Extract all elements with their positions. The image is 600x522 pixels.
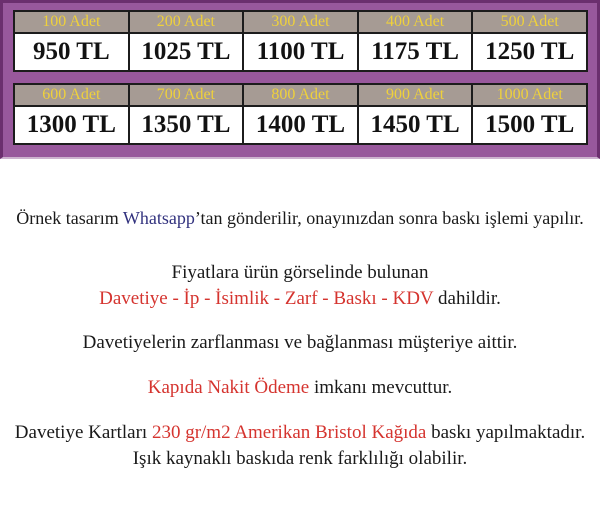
quantity-header: 900 Adet (359, 85, 472, 107)
note-text: ’tan gönderilir, onayınızdan sonra baskı işlemi yapılır. (194, 208, 584, 228)
note-text: Örnek tasarım (16, 208, 123, 228)
price-cell (471, 12, 586, 70)
note-text: imkanı mevcuttur. (309, 377, 453, 398)
price-cell (357, 12, 472, 70)
note-cash-on-delivery (0, 375, 600, 401)
price-value: 1450 TL (359, 107, 472, 143)
quantity-header: 600 Adet (15, 85, 128, 107)
price-table-row-1 (13, 10, 588, 72)
included-items-highlight: Davetiye - İp - İsimlik - Zarf - Baskı - KDV (99, 288, 434, 309)
price-cell (242, 12, 357, 70)
quantity-header: 200 Adet (130, 12, 243, 34)
quantity-header: 300 Adet (244, 12, 357, 34)
note-color-disclaimer: Işık kaynaklı baskıda renk farklılığı olabilir. (132, 448, 468, 469)
price-table-row-2 (13, 83, 588, 145)
price-cell (128, 12, 243, 70)
price-cell (242, 85, 357, 143)
price-value: 1500 TL (473, 107, 586, 143)
note-paper-type (0, 420, 600, 446)
paper-type-highlight: 230 gr/m2 Amerikan Bristol Kağıda (151, 422, 427, 443)
note-customer-responsibility: Davetiyelerin zarflanması ve bağlanması müşteriye aittir. (82, 332, 518, 353)
note-text: dahildir. (433, 288, 501, 309)
note-price-includes-intro: Fiyatlara ürün görselinde bulunan (171, 262, 429, 283)
quantity-header: 400 Adet (359, 12, 472, 34)
price-value: 1175 TL (359, 34, 472, 70)
price-value: 950 TL (15, 34, 128, 70)
note-text: baskı yapılmaktadır. (426, 422, 586, 443)
price-cell (471, 85, 586, 143)
quantity-header: 700 Adet (130, 85, 243, 107)
pricing-banner (0, 0, 600, 159)
notes-section (0, 159, 600, 472)
quantity-header: 500 Adet (473, 12, 586, 34)
price-value: 1025 TL (130, 34, 243, 70)
quantity-header: 100 Adet (15, 12, 128, 34)
price-value: 1100 TL (244, 34, 357, 70)
quantity-header: 1000 Adet (473, 85, 586, 107)
price-value: 1350 TL (130, 107, 243, 143)
price-value: 1300 TL (15, 107, 128, 143)
price-value: 1250 TL (473, 34, 586, 70)
price-cell (128, 85, 243, 143)
cash-payment-highlight: Kapıda Nakit Ödeme (147, 377, 310, 398)
note-design-approval (0, 205, 600, 231)
quantity-header: 800 Adet (244, 85, 357, 107)
price-cell (15, 12, 128, 70)
price-value: 1400 TL (244, 107, 357, 143)
note-price-includes-items (0, 286, 600, 312)
price-cell (15, 85, 128, 143)
note-text: Davetiye Kartları (14, 422, 152, 443)
whatsapp-highlight: Whatsapp (122, 208, 195, 228)
price-cell (357, 85, 472, 143)
